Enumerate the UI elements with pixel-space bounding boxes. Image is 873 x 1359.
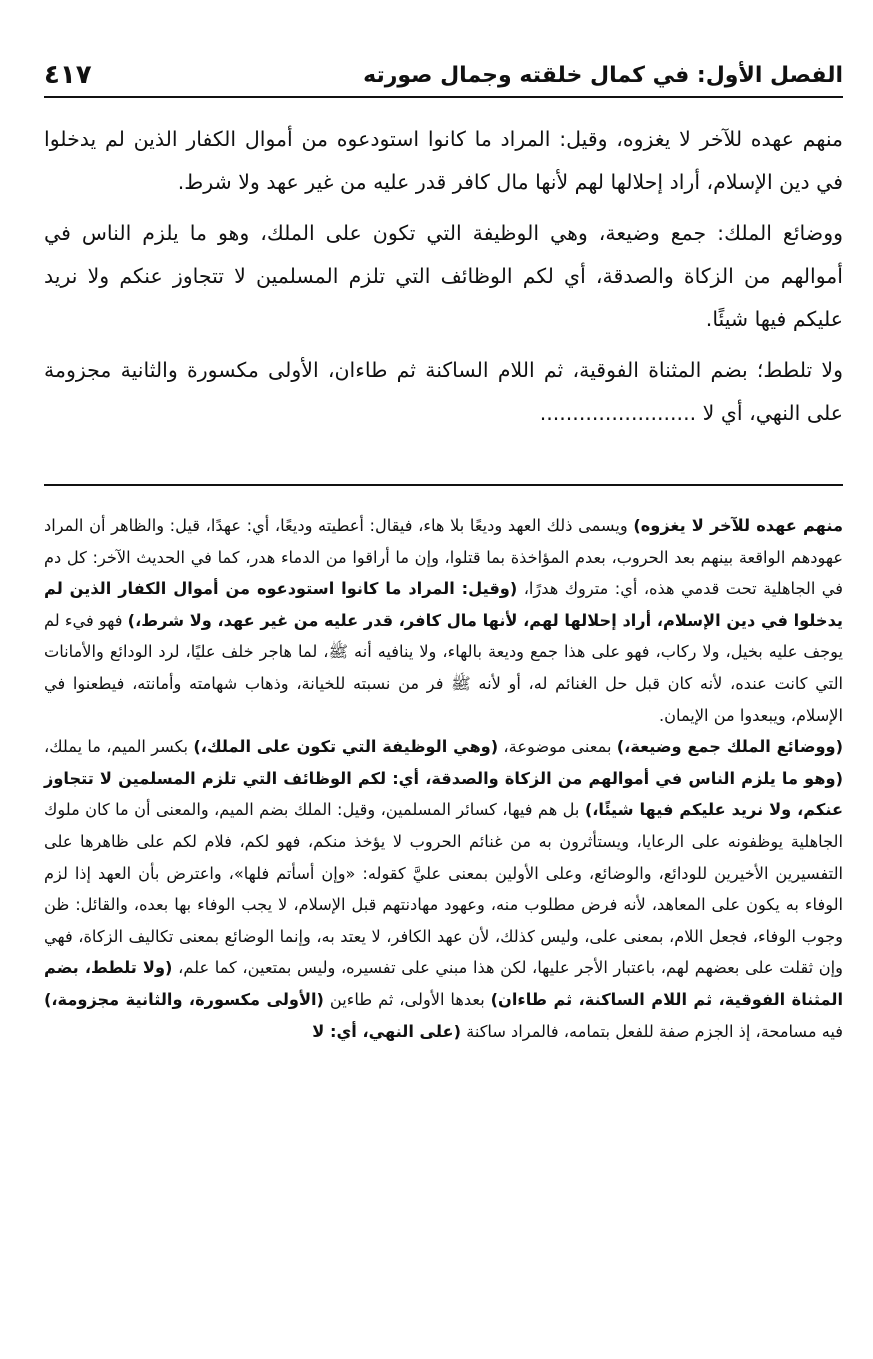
commentary-paragraph-2 <box>44 731 843 1047</box>
footnote-separator <box>44 484 843 486</box>
quoted-matn: (على النهي، أي: لا <box>312 1021 461 1041</box>
commentary-text-run: بمعنى موضوعة، <box>498 737 617 757</box>
commentary-text-run: بل هم فيها، كسائر المسلمين، وقيل: الملك بضم الميم، والمعنى أن ما كان ملوك الجاهلية يوظفونه على الرعايا، ويستأثرون به من غنائم الحروب لا يؤخذ منكم، فهو لكم، فلام لكم على ظاهرها على التفسيرين الأخيرين للودائع، والوضائع، وعلى الأولين بمعنى عليَّ كقوله: «وإن أسأتم فلها»، واعترض بأن العهد إذا لزم الوفاء به يكون على المعاهد، لأنه فرض مطلوب منه، وعهود مهادنتهم قبل الإسلام، لا يجب الوفاء بها بعده، والقائل: ظن وجوب الوفاء، فجعل اللام، بمعنى على، وليس كذلك، لأن عهد الكافر، لا يعتد به، وإنما الوضائع بمعنى تكاليف الزكاة، فهي وإن ثقلت على بعضهم لهم، باعتبار الأجر عليها، لكن هذا مبني على تفسيره، وليس بمتعين، كما علم، <box>44 800 843 978</box>
quoted-matn: (وهو ما يلزم الناس في أموالهم من الزكاة والصدقة، أي: لكم الوظائف التي تلزم المسلمين لا تتجاوز عنكم، ولا نريد عليكم فيها شيئًا،) <box>44 768 844 820</box>
main-paragraph-3: ولا تلطط؛ بضم المثناة الفوقية، ثم اللام الساكنة ثم طاءان، الأولى مكسورة والثانية مجزومة على النهي، أي لا ........................ <box>44 358 843 425</box>
commentary-text-run: بكسر الميم، ما يملك، <box>44 737 194 757</box>
page-number: ٤١٧ <box>44 60 92 90</box>
chapter-title: الفصل الأول: في كمال خلقته وجمال صورته <box>363 63 843 88</box>
quoted-matn: (الأولى مكسورة، والثانية مجزومة،) <box>44 989 324 1009</box>
main-paragraph-2: ووضائع الملك: جمع وضيعة، وهي الوظيفة التي تكون على الملك، وهو ما يلزم الناس في أموالهم من الزكاة والصدقة، أي لكم الوظائف التي تلزم المسلمين لا تتجاوز عنكم ولا نريد عليكم فيها شيئًا. <box>44 221 843 331</box>
quoted-matn: (ولا تلطط، بضم المثناة الفوقية، ثم اللام الساكنة، ثم طاءان) <box>44 958 843 1009</box>
quoted-matn: (ووضائع الملك جمع وضيعة،) <box>616 737 844 757</box>
commentary-text-run: بعدها الأولى، ثم طاءين <box>323 989 491 1009</box>
commentary-text-run: فيه مسامحة، إذ الجزم صفة للفعل بتمامه، فالمراد ساكنة <box>461 1021 843 1041</box>
document-page <box>44 0 843 1359</box>
main-text <box>44 118 843 443</box>
commentary-text-run: فهو فيء لم يوجف عليه بخيل، ولا ركاب، فهو على هذا جمع وديعة بالهاء، ولا ينافيه أنه ﷺ، لما هاجر خلف عليًا، لرد الودائع والأمانات التي كانت عنده، لأنه كان قبل حل الغنائم له، أو لأنه ﷺ فر من نسبته للخيانة، وذهاب شهامته وأمانته، فيطعنوا في الإسلام، ويبعدوا من الإيمان. <box>44 610 843 725</box>
quoted-matn: (وقيل: المراد ما كانوا استودعوه من أموال الكفار الذين لم يدخلوا في دين الإسلام، أراد إحلالها لهم، لأنها مال كافر، قدر عليه من غير عهد، ولا شرط،) <box>44 579 844 630</box>
quoted-matn: منهم عهده للآخر لا يغزوه) <box>633 516 843 535</box>
main-paragraph-1: منهم عهده للآخر لا يغزوه، وقيل: المراد ما كانوا استودعوه من أموال الكفار الذين لم يدخلوا في دين الإسلام، أراد إحلالها لهم لأنها مال كافر قدر عليه من غير عهد ولا شرط. <box>44 127 843 194</box>
page-header <box>44 50 843 98</box>
commentary-text <box>44 510 843 1047</box>
commentary-text-run: ويسمى ذلك العهد وديعًا بلا هاء، فيقال: أعطيته وديعًا، أي: عهدًا، قيل: والظاهر أن المراد عهودهم الواقعة بينهم بعد الحروب، بعدم المؤاخذة بما قتلوا، وإن ما أراقوا من الدماء هدر، كما في الحديث الآخر: كل دم في الجاهلية تحت قدمي هذه، أي: متروك هدرًا، <box>44 516 843 599</box>
quoted-matn: (وهي الوظيفة التي تكون على الملك،) <box>193 737 499 757</box>
commentary-paragraph-1 <box>44 510 843 731</box>
